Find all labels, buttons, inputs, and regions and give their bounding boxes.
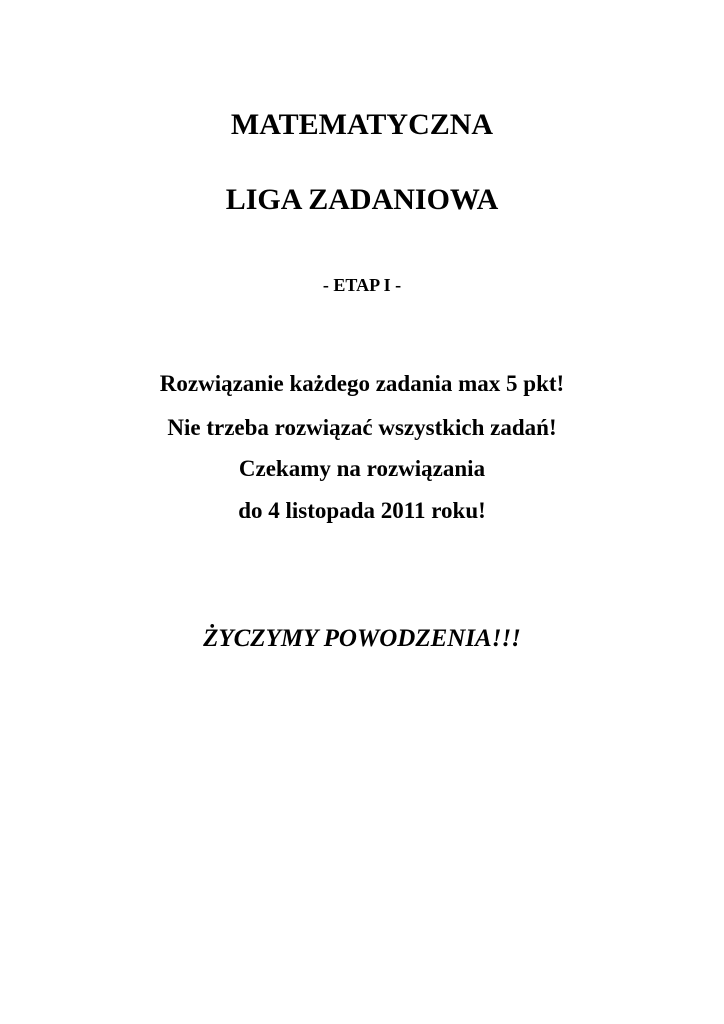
title-line-1: MATEMATYCZNA	[230, 108, 494, 141]
title-line-2: LIGA ZADANIOWA	[225, 183, 499, 216]
info-line-not-all-tasks: Nie trzeba rozwiązać wszystkich zadań!	[167, 415, 557, 440]
info-line-deadline: do 4 listopada 2011 roku!	[238, 498, 486, 523]
stage-label: - ETAP I -	[322, 275, 402, 295]
info-line-max-points: Rozwiązanie każdego zadania max 5 pkt!	[159, 371, 565, 396]
info-line-awaiting-solutions: Czekamy na rozwiązania	[238, 456, 486, 481]
closing-wish: ŻYCZYMY POWODZENIA!!!	[203, 625, 521, 652]
